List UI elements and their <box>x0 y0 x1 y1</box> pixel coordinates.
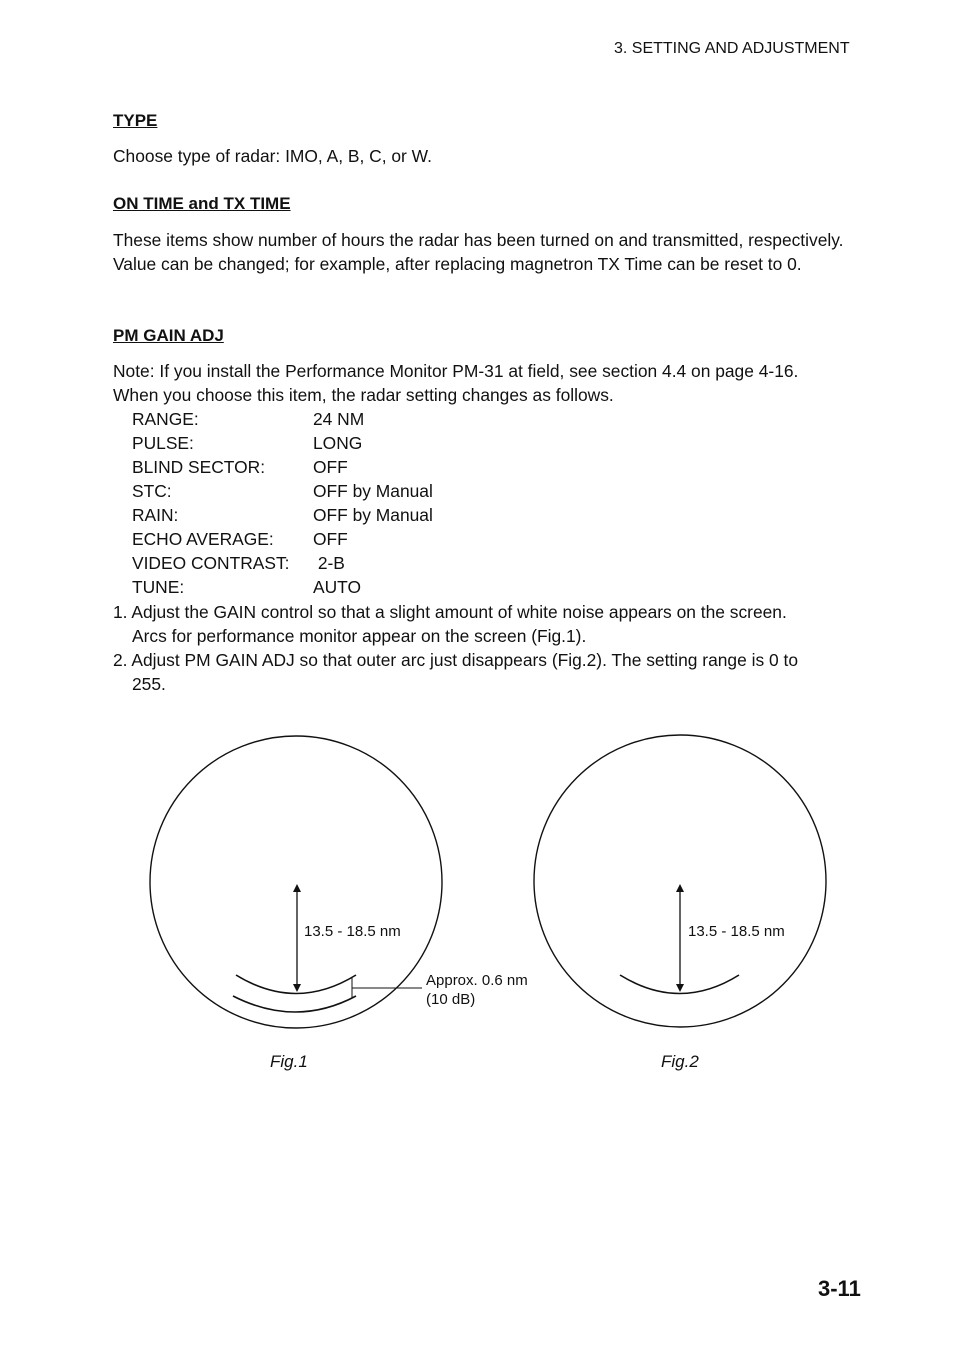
setting-value: OFF by Manual <box>313 505 433 525</box>
pm-gain-intro: When you choose this item, the radar setting changes as follows. <box>113 385 614 405</box>
setting-value: OFF <box>313 457 348 477</box>
setting-key: PULSE: <box>132 433 194 453</box>
setting-value: 2-B <box>313 553 345 573</box>
pm-gain-note: Note: If you install the Performance Monitor PM-31 at field, see section 4.4 on page 4-16. <box>113 361 799 381</box>
step-line: 255. <box>132 674 166 694</box>
setting-key: ECHO AVERAGE: <box>132 529 274 549</box>
section-body-on-time: These items show number of hours the radar has been turned on and transmitted, respectively. Value can be changed; for example, after replacing magnetron TX Time can be reset to 0. <box>113 230 844 274</box>
fig1-outer-arc <box>233 996 356 1012</box>
setting-key: RANGE: <box>132 409 199 429</box>
fig2-caption: Fig.2 <box>661 1052 699 1071</box>
page-number: 3-11 <box>818 1276 861 1301</box>
fig1-db-label: (10 dB) <box>426 991 476 1008</box>
setting-key: VIDEO CONTRAST: <box>132 553 290 573</box>
setting-key: STC: <box>132 481 172 501</box>
fig1-range-label: 13.5 - 18.5 nm <box>304 923 401 940</box>
fig2-range-label: 13.5 - 18.5 nm <box>688 923 785 940</box>
fig1-caption: Fig.1 <box>270 1052 308 1071</box>
setting-value: 24 NM <box>313 409 365 429</box>
setting-value: AUTO <box>313 577 361 597</box>
step-line: 1. Adjust the GAIN control so that a slight amount of white noise appears on the screen. <box>113 602 787 622</box>
setting-key: RAIN: <box>132 505 179 525</box>
section-heading-type: TYPE <box>113 111 158 130</box>
setting-value: OFF by Manual <box>313 481 433 501</box>
fig1-approx-label: Approx. 0.6 nm <box>426 972 528 989</box>
step-line: 2. Adjust PM GAIN ADJ so that outer arc just disappears (Fig.2). The setting range is 0 to <box>113 650 799 670</box>
setting-value: OFF <box>313 529 348 549</box>
section-body-type: Choose type of radar: IMO, A, B, C, or W. <box>113 146 432 166</box>
fig2-diagram <box>534 735 826 1071</box>
step-line: Arcs for performance monitor appear on the screen (Fig.1). <box>132 626 587 646</box>
running-header: 3. SETTING AND ADJUSTMENT <box>614 40 850 57</box>
section-heading-pm-gain: PM GAIN ADJ <box>113 326 224 345</box>
fig1-inner-arc <box>236 975 356 994</box>
fig1-radar-circle <box>150 736 442 1028</box>
setting-value: LONG <box>313 433 363 453</box>
fig1-diagram <box>150 736 528 1071</box>
section-heading-on-time: ON TIME and TX TIME <box>113 194 291 213</box>
setting-key: TUNE: <box>132 577 185 597</box>
setting-key: BLIND SECTOR: <box>132 457 266 477</box>
